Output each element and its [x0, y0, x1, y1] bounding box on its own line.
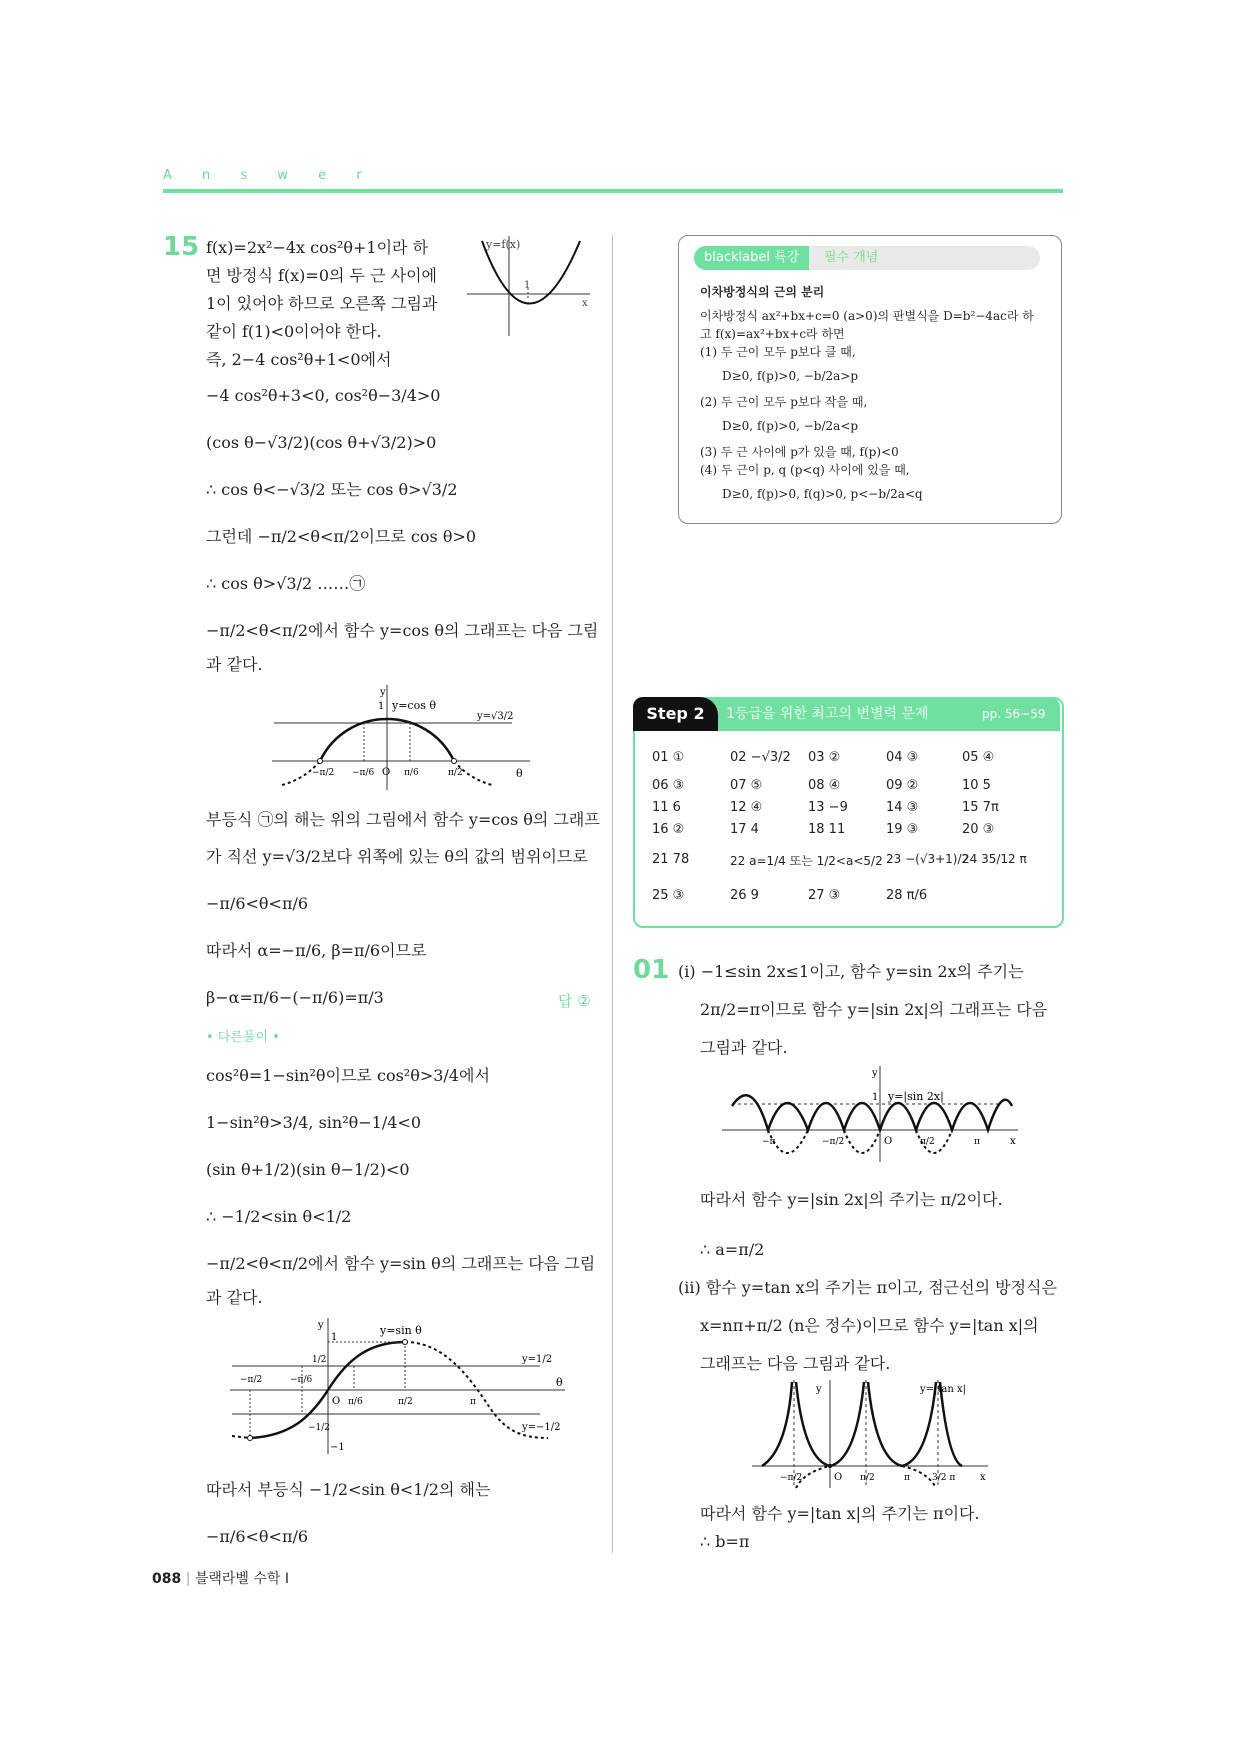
answer-cell: 03 ②: [808, 750, 841, 765]
origin-label: O: [884, 1136, 893, 1147]
blacklabel-line: D≥0, f(p)>0, −b/2a<p: [722, 419, 859, 433]
tick-label: π: [904, 1473, 910, 1483]
answer-cell: 17 4: [730, 822, 759, 837]
text-line: f(x)=2x²−4x cos²θ+1이라 하: [206, 238, 429, 257]
tick-label: π/6: [404, 768, 419, 778]
problem-number: 01: [633, 955, 670, 985]
axis-label: y: [816, 1384, 822, 1395]
text-line: 1−sin²θ>3/4, sin²θ−1/4<0: [206, 1113, 422, 1132]
step2-box: [633, 697, 1064, 928]
axis-label: x: [1010, 1136, 1016, 1147]
answer-cell: 15 7π: [962, 800, 999, 815]
axis-label: x: [582, 298, 588, 309]
graph-label: y=f(x): [486, 238, 521, 251]
line-label: y=√3/2: [477, 711, 514, 722]
answer-cell: 13 −9: [808, 800, 848, 815]
answer-cell: 28 π/6: [886, 888, 928, 903]
text-line: 따라서 함수 y=|sin 2x|의 주기는 π/2이다.: [700, 1190, 1003, 1209]
answer-cell: 10 5: [962, 778, 991, 793]
answer-cell: 22 a=1/4 또는 1/2<a<5/2: [730, 854, 883, 868]
text-line: −π/6<θ<π/6: [206, 1527, 309, 1546]
answer-cell: 08 ④: [808, 778, 841, 793]
tick-label: −π/6: [352, 768, 375, 778]
tick-label: −π: [762, 1137, 776, 1147]
text-line: −π/6<θ<π/6: [206, 894, 309, 913]
answer-mark: 답 ②: [558, 992, 591, 1010]
curve-label: y=|tan x|: [920, 1384, 967, 1395]
tick-label: π/2: [398, 1397, 413, 1407]
tick-label: π/2: [448, 768, 463, 778]
text-line: cos²θ=1−sin²θ이므로 cos²θ>3/4에서: [206, 1066, 490, 1085]
text-line: ∴ a=π/2: [700, 1240, 765, 1259]
answer-cell: 06 ③: [652, 778, 685, 793]
text-line: (cos θ−√3/2)(cos θ+√3/2)>0: [206, 433, 437, 452]
tick-label: −π/2: [780, 1473, 803, 1483]
line-label: y=1/2: [522, 1354, 553, 1365]
tick-label: π/6: [348, 1397, 363, 1407]
blacklabel-line: 이차방정식 ax²+bx+c=0 (a>0)의 판별식을 D=b²−4ac라 하: [700, 309, 1034, 323]
text-line: ∴ cos θ<−√3/2 또는 cos θ>√3/2: [206, 480, 458, 499]
tick-label: π/2: [860, 1473, 875, 1483]
text-line: 같이 f(1)<0이어야 한다.: [206, 322, 382, 341]
answer-cell: 05 ④: [962, 750, 995, 765]
blacklabel-line: (2) 두 근이 모두 p보다 작을 때,: [700, 395, 868, 409]
line-label: y=−1/2: [522, 1422, 561, 1433]
axis-label: y: [872, 1068, 878, 1079]
book-title: 블랙라벨 수학 I: [194, 1571, 290, 1587]
text-line: −4 cos²θ+3<0, cos²θ−3/4>0: [206, 386, 441, 405]
answer-cell: 07 ⑤: [730, 778, 763, 793]
origin-label: O: [382, 767, 391, 778]
text-line: 2π/2=π이므로 함수 y=|sin 2x|의 그래프는 다음: [700, 1000, 1048, 1019]
answer-cell: 23 −(√3+1)/2: [886, 852, 970, 866]
axis-label: x: [980, 1472, 986, 1483]
parabola-graph: [462, 236, 594, 336]
section-header: A n s w e r: [163, 168, 375, 183]
origin-label: O: [332, 1396, 341, 1407]
tick-label: −π/2: [312, 768, 335, 778]
text-line: 면 방정식 f(x)=0의 두 근 사이에: [206, 266, 438, 285]
answer-cell: 04 ③: [886, 750, 919, 765]
column-divider: [612, 235, 613, 1553]
blacklabel-line: 고 f(x)=ax²+bx+c라 하면: [700, 327, 845, 341]
tick-label: 1: [872, 1092, 879, 1103]
answer-cell: 11 6: [652, 800, 681, 815]
text-line: (ii) 함수 y=tan x의 주기는 π이고, 점근선의 방정식은: [678, 1278, 1057, 1297]
text-line: x=nπ+π/2 (n은 정수)이므로 함수 y=|tan x|의: [700, 1316, 1039, 1335]
text-line: 따라서 함수 y=|tan x|의 주기는 π이다.: [700, 1504, 980, 1523]
cos-graph: [272, 685, 532, 795]
answer-cell: 25 ③: [652, 888, 685, 903]
text-line: (i) −1≤sin 2x≤1이고, 함수 y=sin 2x의 주기는: [678, 962, 1024, 981]
answer-cell: 14 ③: [886, 800, 919, 815]
text-line: 부등식 ㉠의 해는 위의 그림에서 함수 y=cos θ의 그래프: [206, 810, 600, 829]
sin-graph: [230, 1318, 570, 1458]
axis-label: θ: [516, 767, 523, 780]
blacklabel-title: 이차방정식의 근의 분리: [700, 285, 825, 299]
text-line: 그림과 같다.: [700, 1038, 788, 1057]
text-line: 즉, 2−4 cos²θ+1<0에서: [206, 350, 392, 369]
blacklabel-sub: 필수 개념: [824, 250, 879, 265]
axis-label: y: [318, 1320, 324, 1331]
text-line: 가 직선 y=√3/2보다 위쪽에 있는 θ의 값의 범위이므로: [206, 847, 588, 866]
alt-solution-label: • 다른풀이 •: [206, 1030, 280, 1045]
header-rule: [163, 189, 1063, 193]
answer-cell: 26 9: [730, 888, 759, 903]
problem-number: 15: [163, 232, 200, 262]
tick-label: 1: [331, 1332, 338, 1343]
answer-cell: 01 ①: [652, 750, 685, 765]
tick-label: 1/2: [312, 1355, 327, 1365]
origin-label: O: [834, 1472, 843, 1483]
answer-cell: 27 ③: [808, 888, 841, 903]
answer-cell: 18 11: [808, 822, 846, 837]
text-line: 따라서 α=−π/6, β=π/6이므로: [206, 941, 427, 960]
tick-label: 1: [524, 280, 531, 291]
axis-label: θ: [556, 1376, 563, 1389]
abs-sin-graph: [722, 1066, 1022, 1166]
text-line: 과 같다.: [206, 655, 263, 674]
step2-title: 1등급을 위한 최고의 변별력 문제: [726, 706, 929, 722]
step2-label: Step 2: [633, 697, 718, 731]
text-line: ∴ b=π: [700, 1532, 750, 1551]
answer-cell: 02 −√3/2: [730, 750, 791, 765]
tick-label: π/2: [920, 1137, 935, 1147]
text-line: 그래프는 다음 그림과 같다.: [700, 1354, 891, 1373]
answer-cell: 24 35/12 π: [962, 852, 1027, 866]
abs-tan-graph: [752, 1380, 992, 1490]
tick-label: 1: [378, 701, 385, 712]
blacklabel-line: (4) 두 근이 p, q (p<q) 사이에 있을 때,: [700, 463, 910, 477]
text-line: ∴ cos θ>√3/2 ……㉠: [206, 574, 366, 593]
text-line: (sin θ+1/2)(sin θ−1/2)<0: [206, 1160, 410, 1179]
tick-label: −1/2: [308, 1423, 331, 1433]
tick-label: −1: [330, 1442, 345, 1453]
curve-label: y=sin θ: [380, 1324, 422, 1337]
answer-cell: 09 ②: [886, 778, 919, 793]
text-line: 1이 있어야 하므로 오른쪽 그림과: [206, 294, 438, 313]
step2-pages: pp. 56~59: [982, 707, 1046, 721]
tick-label: −π/2: [240, 1375, 263, 1385]
text-line: 그런데 −π/2<θ<π/2이므로 cos θ>0: [206, 527, 477, 546]
tick-label: π: [470, 1397, 476, 1407]
blacklabel-line: (3) 두 근 사이에 p가 있을 때, f(p)<0: [700, 445, 899, 459]
answer-cell: 19 ③: [886, 822, 919, 837]
curve-label: y=|sin 2x|: [888, 1090, 944, 1103]
page-number: 088: [152, 1571, 182, 1587]
footer-separator: |: [185, 1571, 191, 1587]
text-line: 과 같다.: [206, 1288, 263, 1307]
tick-label: −π/6: [290, 1375, 313, 1385]
tick-label: 3/2 π: [932, 1473, 956, 1483]
tick-label: −π/2: [822, 1137, 845, 1147]
tick-label: π: [974, 1137, 980, 1147]
answer-cell: 21 78: [652, 852, 690, 867]
axis-label: y: [380, 687, 386, 698]
text-line: 따라서 부등식 −1/2<sin θ<1/2의 해는: [206, 1480, 491, 1499]
text-line: −π/2<θ<π/2에서 함수 y=sin θ의 그래프는 다음 그림: [206, 1254, 596, 1273]
answer-cell: 16 ②: [652, 822, 685, 837]
text-line: β−α=π/6−(−π/6)=π/3: [206, 988, 384, 1007]
text-line: −π/2<θ<π/2에서 함수 y=cos θ의 그래프는 다음 그림: [206, 621, 599, 640]
blacklabel-line: (1) 두 근이 모두 p보다 클 때,: [700, 345, 856, 359]
blacklabel-line: D≥0, f(p)>0, f(q)>0, p<−b/2a<q: [722, 487, 923, 501]
answer-cell: 12 ④: [730, 800, 763, 815]
blacklabel-tag: blacklabel 특강: [694, 246, 809, 270]
answer-cell: 20 ③: [962, 822, 995, 837]
blacklabel-line: D≥0, f(p)>0, −b/2a>p: [722, 369, 859, 383]
page-footer: [152, 1568, 289, 1588]
curve-label: y=cos θ: [392, 699, 436, 712]
text-line: ∴ −1/2<sin θ<1/2: [206, 1207, 352, 1226]
